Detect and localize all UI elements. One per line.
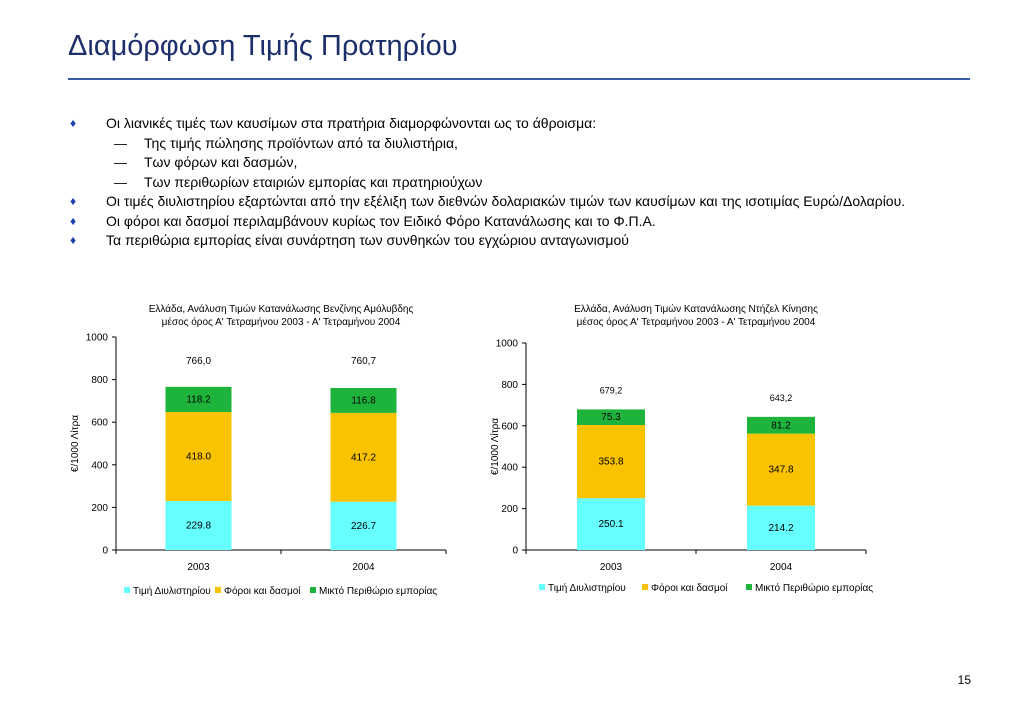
legend-swatch <box>746 584 752 590</box>
bullet-text: Τα περιθώρια εμπορίας είναι συνάρτηση των συνθηκών του εγχώριου ανταγωνισμού <box>106 232 629 248</box>
y-tick-label: 1000 <box>85 332 108 344</box>
y-tick-label: 200 <box>91 502 108 514</box>
bullet-diamond-icon: ♦ <box>70 233 77 247</box>
legend-swatch <box>310 587 316 593</box>
sub-bullet-text: Των φόρων και δασμών, <box>144 154 298 170</box>
chart-title: μέσος όρος Α' Τετραμήνου 2003 - Α' Τετραμήνου 2004 <box>161 317 401 328</box>
dash-icon: — <box>114 155 127 170</box>
sub-bullet-text: Των περιθωρίων εταιριών εμπορίας και πρατηριούχων <box>144 173 483 190</box>
x-tick-label: 2004 <box>769 562 793 573</box>
y-tick-label: 600 <box>501 421 518 433</box>
y-tick-label: 400 <box>91 460 108 472</box>
data-label: 116.8 <box>351 395 376 407</box>
y-tick-label: 600 <box>91 417 108 429</box>
bullet-diamond-icon: ♦ <box>70 116 77 130</box>
bullet-item <box>70 192 950 212</box>
bullet-list <box>70 114 950 251</box>
data-label: 418.0 <box>185 451 212 463</box>
chart-title: Ελλάδα, Ανάλυση Τιμών Κατανάλωσης Βενζίνης Αμόλυβδης <box>148 304 414 315</box>
sub-bullet-item <box>70 173 950 193</box>
legend-label: Μικτό Περιθώριο εμπορίας <box>755 583 874 594</box>
sub-bullet-item <box>70 134 950 154</box>
data-label: 81.2 <box>771 420 791 432</box>
legend-label: Μικτό Περιθώριο εμπορίας <box>319 586 438 597</box>
data-label: 229.8 <box>185 520 212 532</box>
data-label: 250.1 <box>598 519 624 531</box>
slide-title: Διαμόρφωση Τιμής Πρατηρίου <box>68 30 458 62</box>
total-label: 760,7 <box>350 356 377 367</box>
data-label: 75.3 <box>601 412 621 424</box>
legend-label: Φόροι και δασμοί <box>651 583 728 594</box>
x-tick-label: 2004 <box>352 562 375 573</box>
data-label: 226.7 <box>350 520 377 532</box>
bullet-diamond-icon: ♦ <box>70 213 77 228</box>
diesel-chart-canvas <box>484 300 884 610</box>
legend-swatch <box>124 587 130 593</box>
title-underline <box>68 78 970 80</box>
y-tick-label: 0 <box>102 545 108 557</box>
y-tick-label: 400 <box>501 462 518 474</box>
gasoline-price-chart <box>64 300 464 610</box>
gasoline-chart-canvas <box>64 300 464 610</box>
total-label: 766,0 <box>185 356 212 367</box>
bullet-text: Οι λιανικές τιμές των καυσίμων στα πρατήρια διαμορφώνονται ως το άθροισμα: <box>106 115 597 131</box>
legend-swatch <box>215 587 221 593</box>
y-axis-label: €/1000 Λίτρα <box>70 414 81 473</box>
legend-label: Τιμή Διυλιστηρίου <box>133 586 211 597</box>
data-label: 214.2 <box>768 522 794 534</box>
sub-bullet-item <box>70 153 950 173</box>
page-number: 15 <box>957 673 971 687</box>
data-label: 417.2 <box>350 452 377 464</box>
data-label: 118.2 <box>186 394 211 406</box>
bullet-diamond-icon: ♦ <box>70 194 77 208</box>
y-tick-label: 1000 <box>495 338 518 350</box>
legend-label: Τιμή Διυλιστηρίου <box>548 583 626 594</box>
y-tick-label: 800 <box>91 375 108 387</box>
bullet-item <box>70 231 950 251</box>
diesel-price-chart <box>484 300 884 610</box>
dash-icon: — <box>114 174 127 190</box>
bullet-item <box>70 114 950 134</box>
chart-title: Ελλάδα, Ανάλυση Τιμών Κατανάλωσης Ντήζελ Κίνησης <box>574 304 818 315</box>
total-label: 679,2 <box>599 385 623 396</box>
y-tick-label: 200 <box>501 504 518 516</box>
bullet-text: Οι φόροι και δασμοί περιλαμβάνουν κυρίως τον Ειδικό Φόρο Κατανάλωσης και το Φ.Π.Α. <box>106 212 656 229</box>
legend-swatch <box>642 584 648 590</box>
bullet-item <box>70 212 950 232</box>
y-tick-label: 0 <box>512 545 518 557</box>
x-tick-label: 2003 <box>599 562 623 573</box>
sub-bullet-text: Της τιμής πώλησης προϊόντων από τα διυλιστήρια, <box>144 134 458 151</box>
y-tick-label: 800 <box>501 379 518 391</box>
x-tick-label: 2003 <box>187 562 210 573</box>
total-label: 643,2 <box>769 392 793 403</box>
data-label: 347.8 <box>768 464 794 476</box>
y-axis-label: €/1000 Λίτρα <box>490 417 501 476</box>
legend-label: Φόροι και δασμοί <box>224 586 301 597</box>
dash-icon: — <box>114 135 127 151</box>
chart-title: μέσος όρος Α' Τετραμήνου 2003 - Α' Τετραμήνου 2004 <box>576 317 816 328</box>
legend-swatch <box>539 584 545 590</box>
data-label: 353.8 <box>598 456 624 468</box>
bullet-text: Οι τιμές διυλιστηρίου εξαρτώνται από την εξέλιξη των διεθνών δολαριακών τιμών των καυσίμων και της ισοτιμίας Ευρώ/Δολαρίου. <box>106 193 906 209</box>
